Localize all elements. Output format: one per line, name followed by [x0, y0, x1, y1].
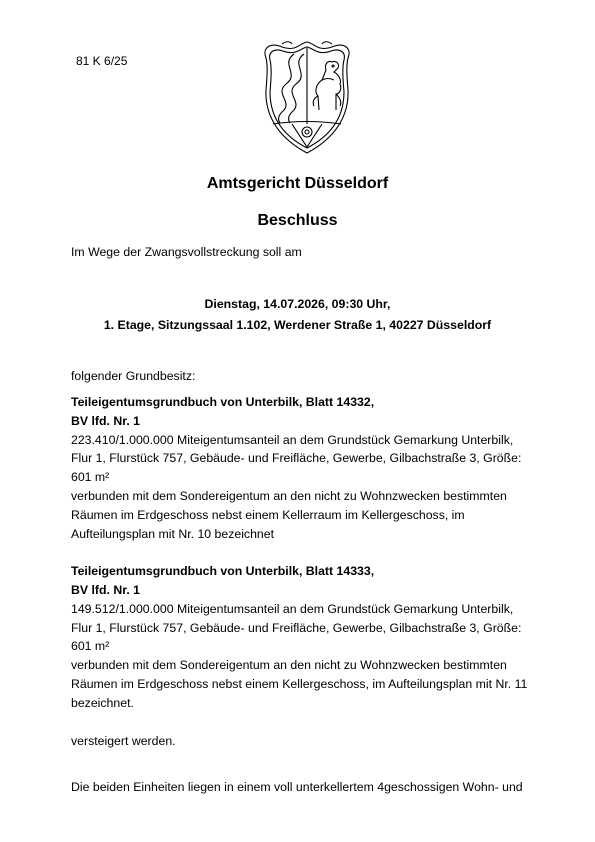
- property-2-line: Räumen im Erdgeschoss nebst einem Kellergeschoss, im Aufteilungsplan mit Nr. 11: [71, 677, 528, 691]
- property-1-line: verbunden mit dem Sondereigentum an den nicht zu Wohnzwecken bestimmten: [71, 489, 507, 503]
- property-1-line: 223.410/1.000.000 Miteigentumsanteil an dem Grundstück Gemarkung Unterbilk,: [71, 433, 514, 447]
- case-number: 81 K 6/25: [76, 54, 128, 68]
- coat-of-arms-icon: [256, 40, 358, 155]
- property-2-line: Flur 1, Flurstück 757, Gebäude- und Freifläche, Gewerbe, Gilbachstraße 3, Größe:: [71, 621, 522, 635]
- appointment-location: 1. Etage, Sitzungssaal 1.102, Werdener Straße 1, 40227 Düsseldorf: [103, 318, 492, 332]
- description-text: Die beiden Einheiten liegen in einem voll unterkellertem 4geschossigen Wohn- und: [71, 780, 523, 794]
- property-1-line: Flur 1, Flurstück 757, Gebäude- und Freifläche, Gewerbe, Gilbachstraße 3, Größe:: [71, 451, 522, 465]
- property-2-line: verbunden mit dem Sondereigentum an den nicht zu Wohnzwecken bestimmten: [71, 658, 507, 672]
- property-1-line: Aufteilungsplan mit Nr. 10 bezeichnet: [71, 527, 275, 541]
- property-2-line: 149.512/1.000.000 Miteigentumsanteil an dem Grundstück Gemarkung Unterbilk,: [71, 602, 514, 616]
- property-1-bv: BV lfd. Nr. 1: [71, 414, 141, 428]
- intro-text: Im Wege der Zwangsvollstreckung soll am: [71, 245, 302, 259]
- property-2-line: bezeichnet.: [71, 696, 134, 710]
- appointment-date: Dienstag, 14.07.2026, 09:30 Uhr,: [204, 297, 391, 311]
- property-1-line: 601 m²: [71, 470, 110, 484]
- court-name: Amtsgericht Düsseldorf: [206, 175, 389, 192]
- property-2-bv: BV lfd. Nr. 1: [71, 583, 141, 597]
- property-2-heading: Teileigentumsgrundbuch von Unterbilk, Blatt 14333,: [71, 564, 375, 578]
- property-1-line: Räumen im Erdgeschoss nebst einem Kellerraum im Kellergeschoss, im: [71, 508, 465, 522]
- property-2-line: 601 m²: [71, 639, 110, 653]
- closing-text: versteigert werden.: [71, 734, 176, 748]
- property-intro: folgender Grundbesitz:: [71, 369, 196, 383]
- property-1-heading: Teileigentumsgrundbuch von Unterbilk, Blatt 14332,: [71, 395, 375, 409]
- decision-title: Beschluss: [257, 212, 338, 229]
